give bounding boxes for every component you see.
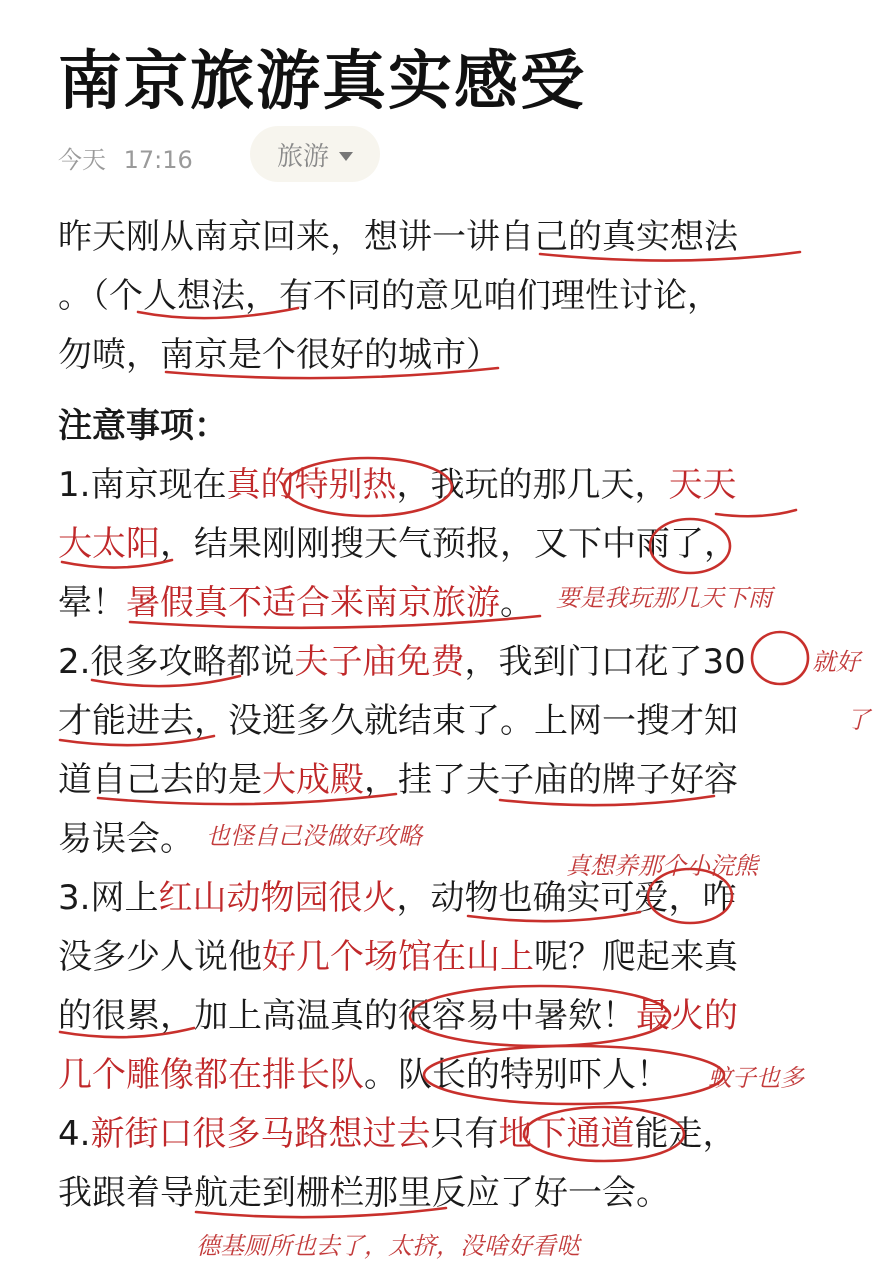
- highlight-span: 大成殿: [262, 760, 364, 800]
- highlight-span: 新街口很多马路想过去: [90, 1114, 431, 1154]
- handwritten-note-mosquito: 蚊子也多: [708, 1064, 804, 1092]
- text-span: 昨天刚从南京回来，想讲一讲自己的真实想法: [58, 217, 738, 257]
- highlight-span: 夫子庙免费: [294, 642, 465, 682]
- highlight-span: 几个雕像都在排长队: [58, 1055, 364, 1095]
- text-span: 1.南京现在: [58, 465, 227, 505]
- body-line: [58, 751, 818, 810]
- handwritten-note-ok-end: 了: [846, 706, 870, 734]
- body-line: [58, 515, 818, 574]
- highlight-span: 地下通道: [498, 1114, 635, 1154]
- highlight-span: 真的特别热: [226, 465, 397, 505]
- post-time: 17:16: [123, 146, 193, 174]
- text-span: 只有: [430, 1114, 499, 1154]
- text-span: 没多少人说他: [58, 937, 262, 977]
- text-span: 。队长的特别吓人！: [364, 1055, 670, 1095]
- body-line: [58, 1164, 818, 1223]
- handwritten-note-raccoon: 真想养那个小浣熊: [566, 852, 758, 880]
- caret-down-icon: [339, 152, 353, 161]
- text-span: 呢？爬起来真: [534, 937, 738, 977]
- body-line: [58, 1046, 818, 1105]
- post-meta: [58, 140, 193, 175]
- text-span: 勿喷，南京是个很好的城市）: [58, 335, 500, 375]
- handwritten-note-rain: 要是我玩那几天下雨: [556, 584, 772, 612]
- text-span: 。: [500, 583, 534, 623]
- handwritten-note-kfc: 德基厕所也去了，太挤，没啥好看哒: [196, 1232, 580, 1260]
- body-line: [58, 987, 818, 1046]
- post-body: [58, 208, 818, 1223]
- body-line: [58, 326, 818, 385]
- text-span: 2.很多攻略都说: [58, 642, 295, 682]
- section-heading: [58, 397, 818, 456]
- heading-text: 注意事项：: [58, 406, 228, 446]
- text-span: 我跟着导航走到栅栏那里反应了好一会。: [58, 1173, 670, 1213]
- handwritten-note-ok: 就好: [812, 648, 860, 676]
- highlight-span: 暑假真不适合来南京旅游: [126, 583, 500, 623]
- highlight-span: 大太阳: [58, 524, 160, 564]
- text-span: 。（个人想法，有不同的意见咱们理性讨论，: [58, 276, 721, 316]
- text-span: ，我到门口花了30: [464, 642, 746, 682]
- text-span: 道自己去的是: [58, 760, 262, 800]
- text-span: 能走，: [634, 1114, 737, 1154]
- body-line: [58, 1105, 818, 1164]
- text-span: 才能进去，没逛多久就结束了。上网一搜才知: [58, 701, 738, 741]
- category-tag-label: 旅游: [276, 141, 329, 172]
- body-line: [58, 928, 818, 987]
- highlight-span: 天天: [668, 465, 737, 505]
- text-span: 4.: [58, 1114, 91, 1154]
- body-line: [58, 633, 818, 692]
- category-tag[interactable]: [250, 126, 380, 182]
- text-span: 晕！: [58, 583, 126, 623]
- text-span: 3.网上: [58, 878, 159, 918]
- text-span: ，动物也确实可爱，咋: [396, 878, 737, 918]
- text-span: 的很累，加上高温真的很容易中暑欸！: [58, 996, 636, 1036]
- body-line: [58, 267, 818, 326]
- handwritten-note-guide: 也怪自己没做好攻略: [206, 822, 422, 850]
- highlight-span: 最火的: [636, 996, 738, 1036]
- highlight-span: 好几个场馆在山上: [262, 937, 534, 977]
- post-date: 今天: [58, 146, 106, 174]
- page-title: 南京旅游真实感受: [58, 45, 586, 119]
- body-line: [58, 208, 818, 267]
- text-span: 易误会。: [58, 819, 194, 859]
- text-span: ，结果刚刚搜天气预报，又下中雨了，: [160, 524, 738, 564]
- highlight-span: 红山动物园很火: [158, 878, 397, 918]
- text-span: ，我玩的那几天，: [396, 465, 669, 505]
- body-line: [58, 692, 818, 751]
- text-span: ，挂了夫子庙的牌子好容: [364, 760, 738, 800]
- body-line: [58, 456, 818, 515]
